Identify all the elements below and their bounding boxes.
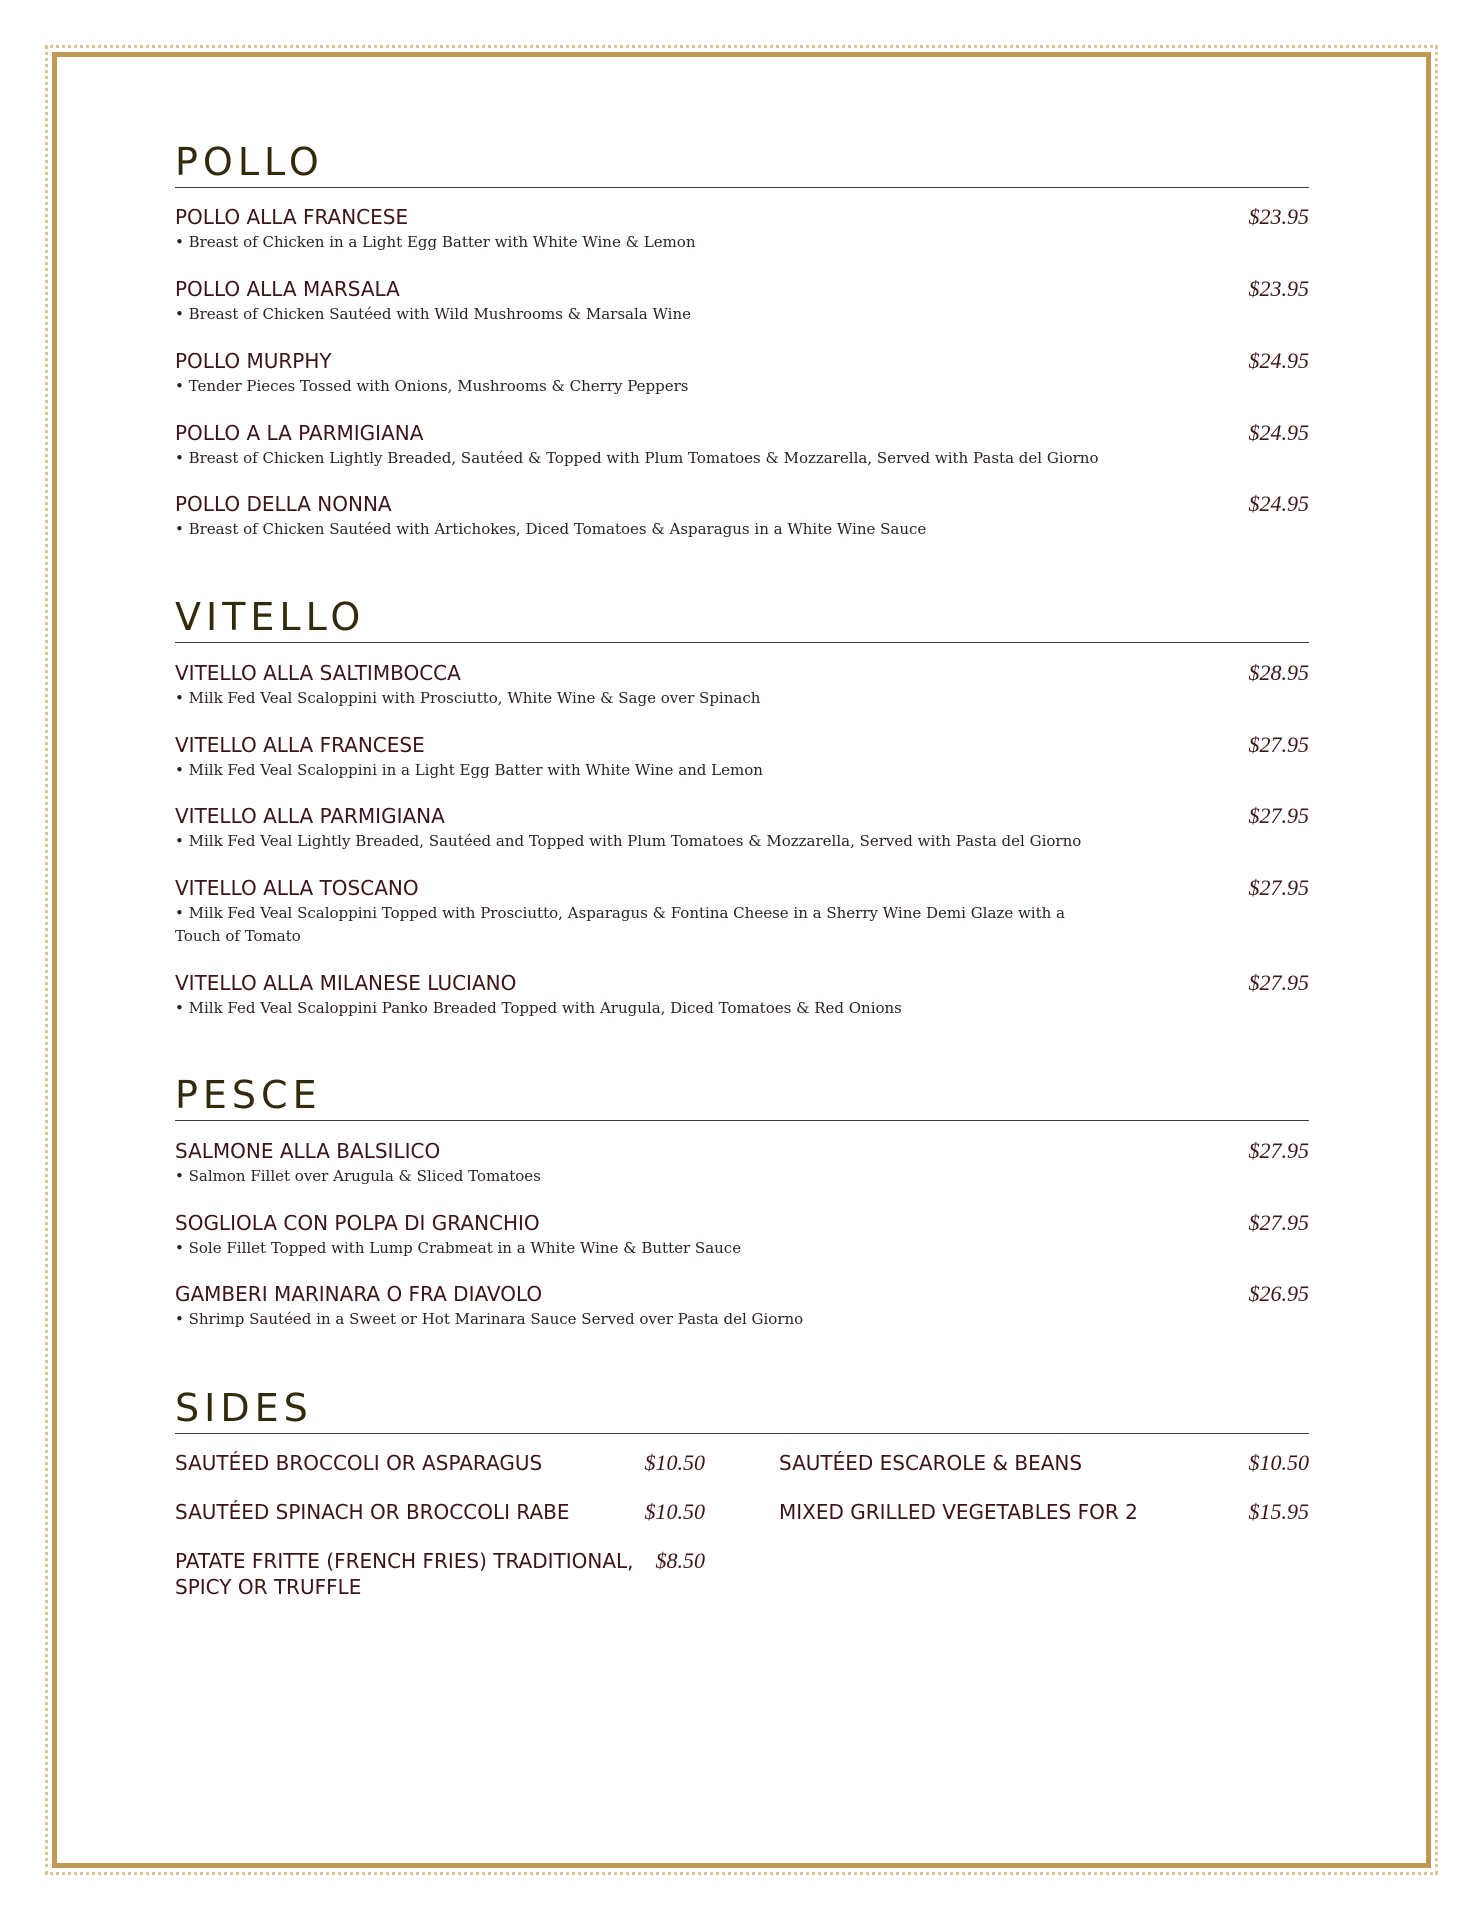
side-name: SAUTÉED SPINACH OR BROCCOLI RABE (175, 1500, 570, 1524)
menu-item (175, 971, 1309, 1020)
item-price: $27.95 (1248, 803, 1309, 828)
item-price: $27.95 (1248, 1138, 1309, 1163)
item-price: $23.95 (1248, 276, 1309, 301)
side-price: $8.50 (655, 1548, 705, 1573)
item-price: $24.95 (1248, 491, 1309, 516)
item-description: • Milk Fed Veal Scaloppini with Prosciutto, White Wine & Sage over Spinach (175, 689, 761, 707)
section-title-sides: SIDES (175, 1386, 313, 1430)
item-price: $24.95 (1248, 348, 1309, 373)
item-name: SOGLIOLA CON POLPA DI GRANCHIO (175, 1211, 540, 1235)
menu-item (175, 205, 1309, 254)
item-description: • Milk Fed Veal Scaloppini Topped with Prosciutto, Asparagus & Fontina Cheese in a Sherry Wine Demi Glaze with a Touch of Tomato (175, 904, 1066, 945)
item-price: $27.95 (1248, 732, 1309, 757)
item-description: • Milk Fed Veal Scaloppini in a Light Egg Batter with White Wine and Lemon (175, 761, 763, 779)
item-price: $26.95 (1248, 1281, 1309, 1306)
menu-item (175, 492, 1309, 541)
item-description: • Salmon Fillet over Arugula & Sliced Tomatoes (175, 1167, 541, 1185)
item-price: $27.95 (1248, 1210, 1309, 1235)
item-price: $24.95 (1248, 420, 1309, 445)
item-name: POLLO ALLA MARSALA (175, 277, 400, 301)
item-price: $28.95 (1248, 660, 1309, 685)
section-divider-sides (175, 1433, 1309, 1434)
item-description: • Milk Fed Veal Lightly Breaded, Sautéed and Topped with Plum Tomatoes & Mozzarella, Served with Pasta del Giorno (175, 832, 1082, 850)
menu-item (175, 1282, 1309, 1331)
section-divider-pollo (175, 187, 1309, 188)
side-name: MIXED GRILLED VEGETABLES FOR 2 (779, 1500, 1138, 1524)
section-divider-vitello (175, 642, 1309, 643)
side-item (175, 1450, 705, 1476)
item-name: VITELLO ALLA SALTIMBOCCA (175, 661, 461, 685)
item-description: • Shrimp Sautéed in a Sweet or Hot Marinara Sauce Served over Pasta del Giorno (175, 1310, 804, 1328)
side-item (779, 1450, 1309, 1476)
menu-item (175, 1211, 1309, 1260)
side-item (175, 1548, 705, 1600)
item-name: POLLO A LA PARMIGIANA (175, 421, 424, 445)
section-title-pollo: POLLO (175, 140, 324, 184)
item-name: VITELLO ALLA MILANESE LUCIANO (175, 971, 517, 995)
section-title-pesce: PESCE (175, 1073, 322, 1117)
side-item (779, 1499, 1309, 1525)
item-name: POLLO DELLA NONNA (175, 492, 392, 516)
menu-item (175, 876, 1309, 948)
menu-item (175, 804, 1309, 853)
item-name: POLLO MURPHY (175, 349, 332, 373)
item-description: • Tender Pieces Tossed with Onions, Mushrooms & Cherry Peppers (175, 377, 689, 395)
section-title-vitello: VITELLO (175, 595, 366, 639)
item-name: GAMBERI MARINARA O FRA DIAVOLO (175, 1282, 543, 1306)
menu-item (175, 349, 1309, 398)
item-description: • Breast of Chicken Sautéed with Wild Mushrooms & Marsala Wine (175, 305, 691, 323)
menu-item (175, 661, 1309, 710)
side-price: $10.50 (1248, 1450, 1309, 1475)
menu-item (175, 733, 1309, 782)
side-name: SAUTÉED ESCAROLE & BEANS (779, 1451, 1083, 1475)
item-name: VITELLO ALLA FRANCESE (175, 733, 425, 757)
item-description: • Breast of Chicken Sautéed with Artichokes, Diced Tomatoes & Asparagus in a White Wine Sauce (175, 520, 927, 538)
item-price: $23.95 (1248, 204, 1309, 229)
item-description: • Breast of Chicken in a Light Egg Batter with White Wine & Lemon (175, 233, 696, 251)
item-price: $27.95 (1248, 970, 1309, 995)
side-price: $15.95 (1248, 1499, 1309, 1524)
side-name: PATATE FRITTE (FRENCH FRIES) TRADITIONAL, SPICY OR TRUFFLE (175, 1549, 634, 1599)
side-price: $10.50 (644, 1450, 705, 1475)
side-name: SAUTÉED BROCCOLI OR ASPARAGUS (175, 1451, 543, 1475)
item-price: $27.95 (1248, 875, 1309, 900)
menu-item (175, 277, 1309, 326)
item-description: • Milk Fed Veal Scaloppini Panko Breaded Topped with Arugula, Diced Tomatoes & Red Onions (175, 999, 902, 1017)
menu-item (175, 1139, 1309, 1188)
item-description: • Breast of Chicken Lightly Breaded, Sautéed & Topped with Plum Tomatoes & Mozzarella, Served with Pasta del Giorno (175, 449, 1099, 467)
menu-item (175, 421, 1309, 470)
side-item (175, 1499, 705, 1525)
item-name: SALMONE ALLA BALSILICO (175, 1139, 441, 1163)
item-name: POLLO ALLA FRANCESE (175, 205, 409, 229)
item-name: VITELLO ALLA TOSCANO (175, 876, 419, 900)
item-description: • Sole Fillet Topped with Lump Crabmeat in a White Wine & Butter Sauce (175, 1239, 742, 1257)
section-divider-pesce (175, 1120, 1309, 1121)
item-name: VITELLO ALLA PARMIGIANA (175, 804, 445, 828)
side-price: $10.50 (644, 1499, 705, 1524)
